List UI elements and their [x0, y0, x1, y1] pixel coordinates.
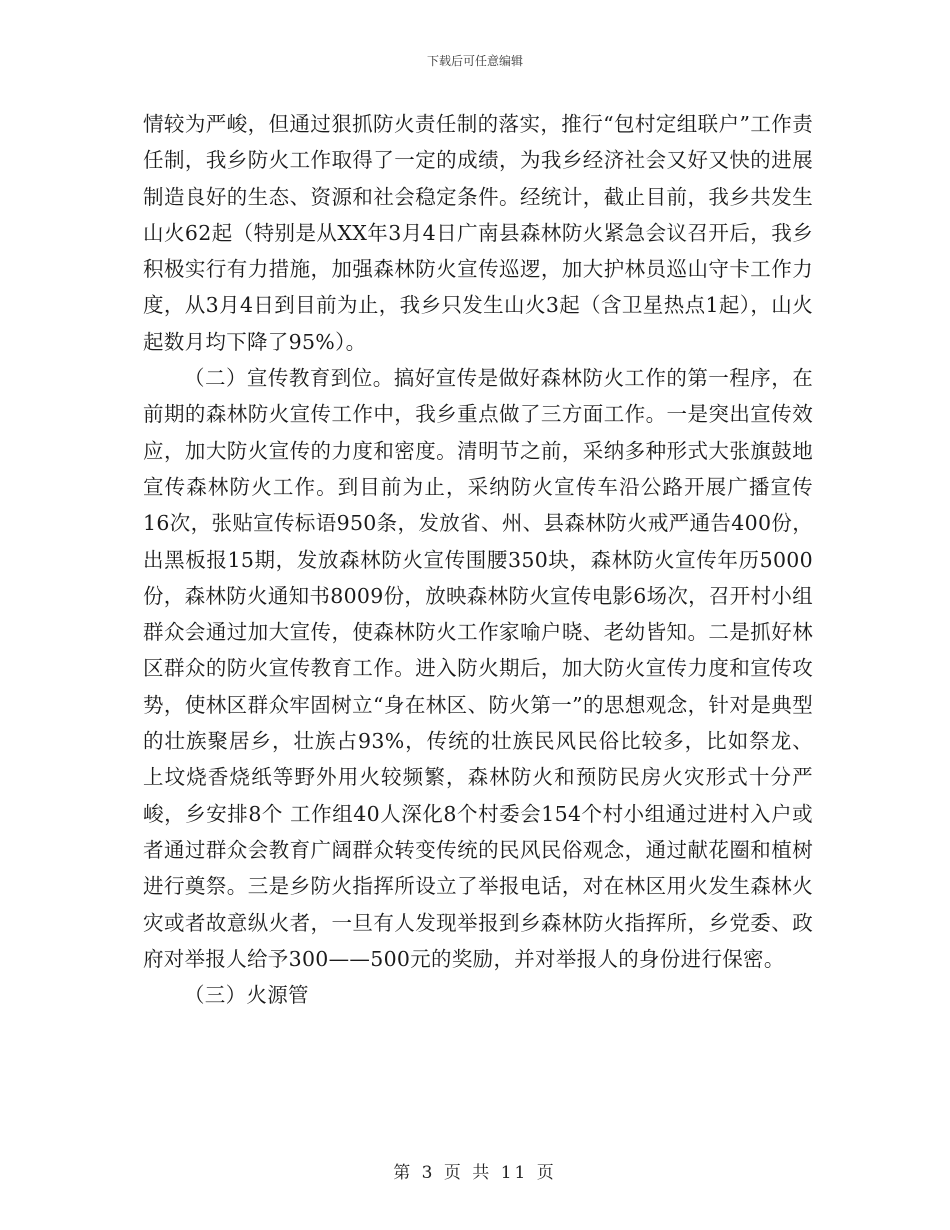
paragraph-continuation: 情较为严峻，但通过狠抓防火责任制的落实，推行“包村定组联户”工作责任制，我乡防火工作取得了一定的成绩，为我乡经济社会又好又快的进展制造良好的生态、资源和社会稳定条件。经统计，截止目前，我乡共发生山火62起（特别是从XX年3月4日广南县森林防火紧急会议召开后，我乡积极实行有力措施，加强森林防火宣传巡逻，加大护林员巡山守卡工作力度，从3月4日到目前为止，我乡只发生山火3起（含卫星热点1起），山火起数月均下降了95%）。: [143, 112, 813, 354]
paragraph-fire-source-heading: （三）火源管: [184, 983, 309, 1008]
page-number-footer: 第 3 页 共 11 页: [393, 1163, 557, 1183]
page-header: 下载后可任意编辑: [426, 54, 523, 68]
paragraph-publicity-education: （二）宣传教育到位。搞好宣传是做好森林防火工作的第一程序，在前期的森林防火宣传工作中，我乡重点做了三方面工作。一是突出宣传效应，加大防火宣传的力度和密度。清明节之前，采纳多种形式大张旗鼓地宣传森林防火工作。到目前为止，采纳防火宣传车沿公路开展广播宣传16次，张贴宣传标语950条，发放省、州、县森林防火戒严通告400份，出黑板报15期，发放森林防火宣传围腰350块，森林防火宣传年历5000份，森林防火通知书8009份，放映森林防火宣传电影6场次，召开村小组群众会通过加大宣传，使森林防火工作家喻户晓、老幼皆知。二是抓好林区群众的防火宣传教育工作。进入防火期后，加大防火宣传力度和宣传攻势，使林区群众牢固树立“身在林区、防火第一”的思想观念，针对是典型的壮族聚居乡，壮族占93%，传统的壮族民风民俗比较多，比如祭龙、上坟烧香烧纸等野外用火较频繁，森林防火和预防民房火灾形式十分严峻，乡安排8个 工作组40人深化8个村委会154个村小组通过进村入户或者通过群众会教育广阔群众转变传统的民风民俗观念，通过献花圈和植树进行奠祭。三是乡防火指挥所设立了举报电话，对在林区用火发生森林火灾或者故意纵火者，一旦有人发现举报到乡森林防火指挥所，乡党委、政府对举报人给予300——500元的奖励，并对举报人的身份进行保密。: [143, 366, 813, 971]
document-body: [143, 106, 813, 1013]
